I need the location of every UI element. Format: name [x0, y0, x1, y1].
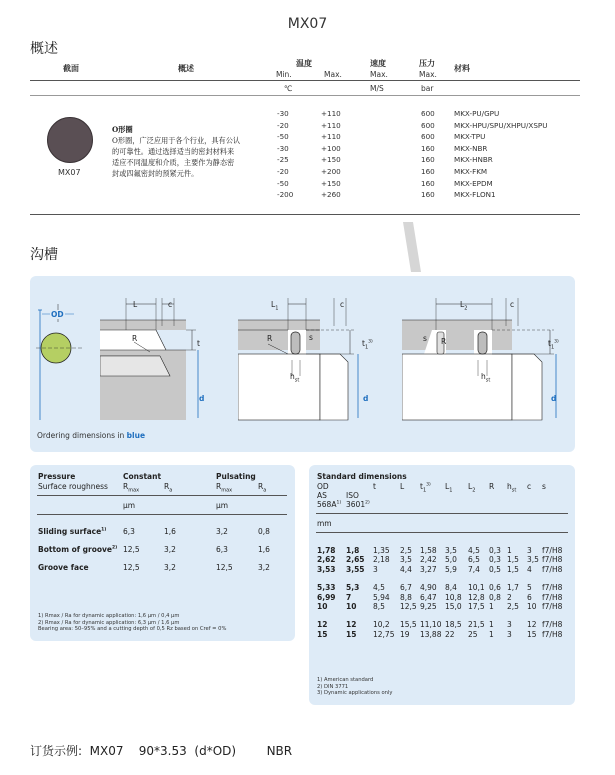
as-header: AS	[317, 491, 327, 500]
temp-min-cell: -20	[277, 120, 289, 130]
c-cell: 3	[527, 546, 532, 555]
c-cell: 10	[527, 602, 537, 611]
l-cell: 4,4	[400, 564, 412, 574]
temperature-min-column	[277, 108, 293, 201]
roughness-rows	[38, 527, 288, 581]
standard-title: Standard dimensions	[317, 472, 407, 481]
l2-header: $L_2$	[468, 482, 476, 494]
t1-cell: 4,90	[420, 583, 437, 593]
unit-um-constant: µm	[123, 501, 136, 510]
iso-cell: 12	[346, 620, 357, 630]
c-cell: 3,5	[527, 555, 539, 565]
r-cell: 1	[489, 629, 494, 639]
hst-header: $h_{st}$	[507, 482, 517, 494]
superscript: 2)	[112, 545, 118, 551]
pulsating-ra-label: $R_a$	[258, 482, 267, 494]
hst-cell: 3	[507, 620, 512, 630]
pressure-cell: 600	[421, 109, 435, 118]
table-row	[317, 630, 572, 640]
superscript: 1)	[101, 527, 107, 533]
dim-c-label: c	[168, 300, 173, 309]
footnote: 2) DIN 3771	[317, 683, 349, 690]
hst-cell: 2	[507, 592, 512, 602]
description-line: 的可靠性。通过选择适当的密封材料来	[112, 147, 235, 157]
r-cell: 0,8	[489, 592, 501, 602]
pressure-header: 压力	[419, 59, 435, 68]
temp-min-cell: -50	[277, 178, 289, 188]
temp-max-cell: +100	[321, 143, 341, 153]
dim-d-label: d	[199, 394, 205, 403]
c-cell: 15	[527, 629, 537, 639]
pulsating-rmax-cell: 6,3	[216, 545, 228, 554]
r-header: R	[489, 482, 495, 491]
temp-max-cell: +150	[321, 178, 341, 188]
iso-cell: 7	[346, 592, 352, 602]
r-cell: 1	[489, 620, 494, 630]
od-cell: 12	[317, 620, 328, 630]
temperature-min-header: Min.	[276, 70, 292, 79]
superscript: 3)	[368, 339, 373, 345]
t1-cell: 2,42	[420, 555, 437, 565]
dim-l-label: L	[133, 300, 138, 309]
l1-cell: 10,8	[445, 592, 462, 602]
pulsating-rmax-cell: 3,2	[216, 527, 228, 536]
t-cell: 12,75	[373, 629, 395, 639]
hst-cell: 1	[507, 546, 512, 555]
s-cell: f7/H8	[542, 583, 563, 593]
temp-min-cell: -25	[277, 155, 289, 165]
c-cell: 4	[527, 564, 532, 574]
s-cell: f7/H8	[542, 620, 563, 630]
footnote: 3) Dynamic applications only	[317, 690, 393, 697]
dim-r-label-2: R	[267, 334, 273, 343]
roughness-footnotes	[38, 613, 288, 633]
dim-hst-label-2: $h_{st}$	[481, 372, 491, 384]
roughness-row-label: Bottom of groove$^{2)}$	[38, 545, 118, 554]
l1-cell: 15,0	[445, 602, 462, 611]
t-cell: 1,35	[373, 546, 390, 555]
iso-cell: 1,8	[346, 546, 360, 555]
s-cell: f7/H8	[542, 629, 563, 639]
constant-rmax-cell: 12,5	[123, 545, 140, 554]
table-bottom-rule	[30, 214, 580, 215]
subscript: 2	[472, 487, 476, 494]
roughness-row-label: Groove face	[38, 563, 89, 572]
dim-l1-label: $L_1$	[271, 300, 279, 312]
table-row	[317, 602, 572, 612]
subscript: 1	[550, 344, 555, 351]
c-cell: 6	[527, 592, 532, 602]
constant-ra-label: $R_a$	[164, 482, 173, 494]
constant-rmax-cell: 6,3	[123, 527, 135, 536]
hst-cell: 3	[507, 629, 512, 639]
od-label: OD	[51, 310, 64, 319]
l-cell: 3,5	[400, 555, 412, 565]
s-cell: f7/H8	[542, 592, 563, 602]
hst-cell: 1,5	[507, 555, 519, 565]
iso3601-header: 3601$^{2)}$	[346, 500, 370, 509]
dim-r-label-3: R	[441, 337, 447, 346]
l-cell: 2,5	[400, 546, 412, 555]
constant-rmax-label: $R_{max}$	[123, 482, 140, 494]
pulsating-ra-cell: 3,2	[258, 563, 270, 572]
temp-min-cell: -200	[277, 190, 294, 200]
l-header: L	[400, 482, 405, 491]
t-header: t	[373, 482, 376, 491]
col-section-header: 截面	[63, 64, 79, 73]
unit-pressure: bar	[421, 84, 434, 93]
t1-cell: 1,58	[420, 546, 437, 555]
od-cell: 10	[317, 602, 328, 611]
subscript: 1	[422, 487, 427, 494]
subscript: 1	[275, 305, 279, 312]
order-example: 订货示例: MX07 90*3.53 (d*OD) NBR	[30, 744, 293, 758]
subscript: 1	[449, 487, 453, 494]
od-cell: 2,62	[317, 555, 336, 565]
c-header: c	[527, 482, 532, 491]
temp-min-cell: -30	[277, 143, 289, 153]
l2-cell: 12,8	[468, 592, 485, 602]
pressure-cell: 160	[421, 166, 435, 176]
footnote: Bearing area: 50–95% and a cutting depth of 0,5 Rz based on Cref = 0%	[38, 626, 227, 633]
od-cell: 5,33	[317, 583, 336, 593]
temperature-header: 温度	[296, 59, 312, 68]
temp-max-cell: +110	[321, 132, 341, 142]
product-description	[112, 124, 272, 179]
l1-cell: 3,5	[445, 546, 457, 555]
temp-min-cell: -30	[277, 109, 289, 118]
unit-temperature: ℃	[284, 84, 293, 93]
dim-r-label: R	[132, 334, 138, 343]
t-cell: 2,18	[373, 555, 390, 565]
material-cell: MKX-PU/GPU	[454, 109, 500, 118]
pulsating-rmax-label: $R_{max}$	[216, 482, 233, 494]
dim-d-label-3: d	[551, 394, 557, 403]
l2-cell: 6,5	[468, 555, 480, 565]
page-title: MX07	[287, 16, 328, 32]
l-cell: 19	[400, 629, 410, 639]
subscript: 2	[464, 305, 468, 312]
l2-cell: 7,4	[468, 564, 480, 574]
pressure-column	[421, 108, 435, 201]
s-cell: f7/H8	[542, 602, 563, 611]
standard-header	[317, 472, 572, 532]
l1-cell: 8,4	[445, 583, 457, 593]
l1-header: $L_1$	[445, 482, 453, 494]
iso-cell: 15	[346, 629, 357, 639]
material-cell: MKX-FLON1	[454, 190, 496, 200]
groove-diagram-piston	[402, 296, 562, 426]
s-cell: f7/H8	[542, 555, 563, 565]
dim-t-label: t	[197, 339, 200, 348]
t1-cell: 13,88	[420, 629, 442, 639]
hst-cell: 1,5	[507, 564, 519, 574]
footnote: 2) Rmax / Ra for dynamic application: 6,3 µm / 1,6 µm	[38, 619, 180, 626]
footnote: 1) American standard	[317, 677, 374, 683]
t1-cell: 11,10	[420, 620, 442, 630]
subscript: a	[169, 487, 173, 494]
temp-min-cell: -20	[277, 166, 289, 176]
ordering-note	[37, 431, 145, 440]
t1-cell: 9,25	[420, 602, 437, 611]
ordering-note-text: Ordering dimensions in	[37, 431, 127, 440]
r-cell: 0,5	[489, 564, 501, 574]
constant-ra-cell: 1,6	[164, 527, 176, 536]
temp-max-cell: +110	[321, 109, 341, 118]
description-line: 适应不同温度和介质，主要作为静态密	[112, 158, 235, 168]
temp-max-cell: +150	[321, 155, 341, 165]
unit-rule	[30, 95, 580, 96]
constant-ra-cell: 3,2	[164, 563, 176, 572]
temp-max-cell: +110	[321, 120, 341, 130]
subscript: a	[263, 487, 267, 494]
dim-hst-label: $h_{st}$	[290, 372, 300, 384]
dim-t1-label: $t_1^{3)}$	[362, 339, 373, 351]
subscript: 1	[364, 344, 369, 351]
superscript: 1)	[336, 500, 342, 506]
header-rule	[30, 80, 580, 81]
standard-footnotes	[317, 677, 567, 697]
hst-cell: 2,5	[507, 602, 519, 611]
unit-speed: M/S	[370, 84, 384, 93]
material-header: 材料	[454, 64, 470, 73]
l-cell: 6,7	[400, 583, 412, 593]
material-column	[454, 108, 548, 201]
l-cell: 12,5	[400, 602, 417, 611]
material-cell: MKX-TPU	[454, 132, 486, 142]
footnote: 1) Rmax / Ra for dynamic application: 1,6 µm / 0,4 µm	[38, 613, 180, 619]
l1-cell: 22	[445, 629, 455, 639]
ordering-note-blue: blue	[126, 431, 146, 440]
as568-header: $568A^{1)}$	[317, 500, 342, 509]
t-cell: 4,5	[373, 583, 385, 593]
dim-l2-label: $L_2$	[460, 300, 468, 312]
constant-ra-cell: 3,2	[164, 545, 176, 554]
standard-rule-2	[316, 532, 568, 533]
l1-cell: 5,0	[445, 555, 457, 565]
iso-cell: 3,55	[346, 564, 365, 574]
surface-roughness-label: Surface roughness	[38, 482, 108, 491]
unit-mm: mm	[317, 519, 332, 528]
speed-max-header: Max.	[370, 70, 388, 79]
oring-cross-section	[46, 116, 94, 164]
superscript: 3)	[426, 482, 431, 488]
dim-t1-label-2: $t_1^{3)}$	[548, 339, 559, 351]
od-cell: 1,78	[317, 546, 336, 555]
roughness-row-label: Sliding surface$^{1)}$	[38, 527, 107, 536]
subscript: st	[294, 377, 300, 384]
temperature-max-header: Max.	[324, 70, 342, 79]
l2-cell: 21,5	[468, 620, 485, 630]
col-overview-header: 概述	[178, 64, 194, 73]
material-cell: MKX-HPU/SPU/XHPU/XSPU	[454, 120, 548, 130]
pressure-max-header: Max.	[419, 70, 437, 79]
groove-diagram-rod	[238, 296, 368, 426]
t-cell: 5,94	[373, 592, 390, 602]
od-header: OD	[317, 482, 329, 491]
l-cell: 15,5	[400, 620, 417, 630]
description-line: O形圈	[112, 125, 133, 134]
speed-header: 速度	[370, 59, 386, 68]
t1-cell: 3,27	[420, 564, 437, 574]
pressure-cell: 160	[421, 178, 435, 188]
iso-header: ISO	[346, 491, 359, 500]
superscript: 2)	[365, 500, 370, 506]
l2-cell: 4,5	[468, 546, 480, 555]
pressure-cell: 600	[421, 120, 435, 130]
od-cell: 6,99	[317, 592, 336, 602]
material-cell: MKX-HNBR	[454, 155, 493, 165]
oring-od-diagram	[34, 300, 86, 430]
pressure-cell: 160	[421, 143, 435, 153]
superscript: 3)	[554, 339, 559, 345]
description-line: O形圈，广泛应用于各个行业，具有公认	[112, 136, 241, 146]
dim-c-label-2: c	[340, 300, 345, 309]
subscript: max	[221, 487, 233, 494]
subscript: st	[485, 377, 491, 384]
r-cell: 0,3	[489, 555, 501, 565]
table-row	[38, 563, 288, 581]
subscript: st	[511, 487, 517, 494]
t-cell: 10,2	[373, 620, 390, 630]
watermark-mark	[395, 222, 425, 274]
r-cell: 0,3	[489, 546, 501, 555]
pressure-cell: 600	[421, 132, 435, 142]
section-title-groove: 沟槽	[30, 247, 58, 263]
pressure-label: Pressure	[38, 472, 76, 481]
table-row	[317, 565, 572, 575]
l2-cell: 25	[468, 629, 478, 639]
od-cell: 3,53	[317, 564, 336, 574]
table-row	[38, 527, 288, 545]
t-cell: 8,5	[373, 602, 385, 611]
iso-cell: 2,65	[346, 555, 365, 565]
s-header: s	[542, 482, 546, 491]
iso-cell: 10	[346, 602, 357, 611]
temp-max-cell: +260	[321, 190, 341, 200]
pulsating-ra-cell: 0,8	[258, 527, 270, 536]
material-cell: MKX-NBR	[454, 143, 488, 153]
constant-label: Constant	[123, 472, 162, 481]
hst-cell: 1,7	[507, 583, 519, 593]
iso-cell: 5,3	[346, 583, 360, 593]
pulsating-label: Pulsating	[216, 472, 256, 481]
c-cell: 12	[527, 620, 537, 630]
s-cell: f7/H8	[542, 546, 563, 555]
roughness-rule-1	[37, 495, 287, 496]
t1-header: $t_1^{3)}$	[420, 482, 431, 494]
product-name: MX07	[58, 168, 81, 177]
unit-um-pulsating: µm	[216, 501, 229, 510]
dim-s-label-2: s	[423, 334, 427, 343]
od-cell: 15	[317, 629, 328, 639]
roughness-rule-2	[37, 514, 287, 515]
r-cell: 0,6	[489, 583, 501, 593]
material-cell: MKX-FKM	[454, 166, 488, 176]
dim-s-label: s	[309, 333, 313, 342]
pulsating-rmax-cell: 12,5	[216, 563, 233, 572]
temp-max-cell: +200	[321, 166, 341, 176]
material-cell: MKX-EPDM	[454, 178, 493, 188]
t-cell: 3	[373, 564, 378, 574]
pulsating-ra-cell: 1,6	[258, 545, 270, 554]
temperature-max-column	[321, 108, 341, 201]
subscript: max	[128, 487, 140, 494]
pressure-cell: 160	[421, 155, 435, 165]
temp-min-cell: -50	[277, 132, 289, 142]
l1-cell: 18,5	[445, 620, 462, 630]
l-cell: 8,8	[400, 592, 412, 602]
s-cell: f7/H8	[542, 564, 563, 574]
l2-cell: 17,5	[468, 602, 485, 611]
groove-diagram-static	[100, 296, 210, 426]
standard-rule-1	[316, 513, 568, 514]
pressure-cell: 160	[421, 190, 435, 200]
t1-cell: 6,47	[420, 592, 437, 602]
dim-d-label-2: d	[363, 394, 369, 403]
l2-cell: 10,1	[468, 583, 485, 593]
constant-rmax-cell: 12,5	[123, 563, 140, 572]
dim-c-label-3: c	[510, 300, 515, 309]
table-row	[38, 545, 288, 563]
c-cell: 5	[527, 583, 532, 593]
section-title-overview: 概述	[30, 41, 58, 57]
l1-cell: 5,9	[445, 564, 457, 574]
r-cell: 1	[489, 602, 494, 611]
description-line: 封或四氟密封的预紧元件。	[112, 169, 199, 179]
